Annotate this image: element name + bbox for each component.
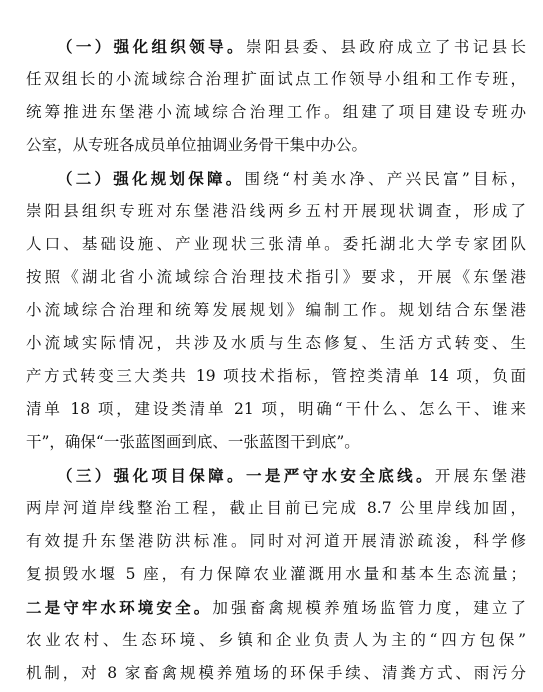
text-segment: 产方式转变三大类共 19 项技术指标，管控类清单 14 项，负面 [26, 367, 526, 385]
heading-project-guarantee: （三）强化项目保障。一是严守水安全底线。 [57, 466, 435, 485]
paragraph-3-line-7 [26, 657, 526, 690]
heading-water-environment: 二是守牢水环境安全。 [26, 598, 213, 617]
text-segment: 公室，从专班各成员单位抽调业务骨干集中办公。 [26, 136, 368, 154]
paragraph-3-line-5 [26, 591, 526, 624]
paragraph-1-line-2 [26, 63, 526, 96]
paragraph-1-line-3 [26, 96, 526, 129]
text-segment: 统筹推进东堡港小流域综合治理工作。组建了项目建设专班办 [26, 103, 526, 121]
text-segment: 开展东堡港 [434, 467, 526, 485]
paragraph-2-line-5 [26, 294, 526, 327]
text-segment: 崇阳县组织专班对东堡港沿线两乡五村开展现状调查，形成了 [26, 202, 526, 220]
text-segment: 加强畜禽规模养殖场监管力度，建立了 [212, 599, 526, 617]
paragraph-3-line-1 [26, 459, 526, 492]
text-segment: 按照《湖北省小流域综合治理技术指引》要求，开展《东堡港 [26, 268, 526, 286]
heading-planning-guarantee: （二）强化规划保障。 [57, 169, 245, 188]
text-segment: 围绕“村美水净、产兴民富”目标， [244, 170, 526, 188]
text-segment: 农业农村、生态环境、乡镇和企业负责人为主的“四方包保” [26, 631, 526, 649]
text-segment: 两岸河道岸线整治工程，截止目前已完成 8.7 公里岸线加固， [26, 499, 526, 517]
paragraph-3-line-6 [26, 624, 526, 657]
text-segment: 复损毁水堰 5 座，有力保障农业灌溉用水量和基本生态流量； [26, 565, 526, 583]
text-segment: 人口、基础设施、产业现状三张清单。委托湖北大学专家团队 [26, 235, 526, 253]
paragraph-1-line-1 [26, 30, 526, 63]
paragraph-3-line-4 [26, 558, 526, 591]
paragraph-2-line-6 [26, 327, 526, 360]
text-segment: 有效提升东堡港防洪标准。同时对河道开展清淤疏浚，科学修 [26, 532, 526, 550]
text-segment: 干”，确保“一张蓝图画到底、一张蓝图干到底”。 [26, 433, 360, 451]
paragraph-2-line-2 [26, 195, 526, 228]
text-segment: 任双组长的小流域综合治理扩面试点工作领导小组和工作专班， [26, 70, 526, 88]
heading-organization-leadership: （一）强化组织领导。 [57, 37, 246, 56]
text-segment: 清单 18 项，建设类清单 21 项，明确“干什么、怎么干、谁来 [26, 400, 526, 418]
text-segment: 小流域实际情况，共涉及水质与生态修复、生活方式转变、生 [26, 334, 526, 352]
paragraph-2-line-7 [26, 360, 526, 393]
text-segment: 机制，对 8 家畜禽规模养殖场的环保手续、清粪方式、雨污分 [26, 664, 526, 682]
paragraph-2-line-1 [26, 162, 526, 195]
paragraph-2-line-9 [26, 426, 526, 459]
paragraph-3-line-3 [26, 525, 526, 558]
document-page [26, 0, 526, 692]
paragraph-2-line-8 [26, 393, 526, 426]
text-segment: 小流域综合治理和统筹发展规划》编制工作。规划结合东堡港 [26, 301, 526, 319]
paragraph-1-line-4 [26, 129, 526, 162]
text-segment: 崇阳县委、县政府成立了书记县长 [245, 38, 526, 56]
paragraph-2-line-4 [26, 261, 526, 294]
paragraph-3-line-2 [26, 492, 526, 525]
paragraph-2-line-3 [26, 228, 526, 261]
